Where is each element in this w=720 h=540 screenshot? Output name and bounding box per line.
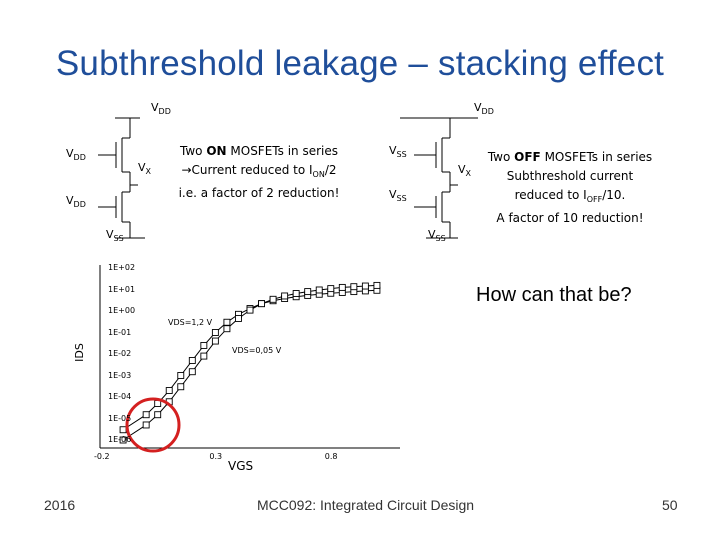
y-axis-label: IDS xyxy=(72,343,86,362)
left-gate1-label: $V_{DD}$ xyxy=(66,147,86,162)
data-point-marker xyxy=(224,326,230,332)
footer-year: 2016 xyxy=(44,497,76,513)
left-note-line3: i.e. a factor of 2 reduction! xyxy=(178,186,340,200)
left-circuit xyxy=(98,118,145,238)
data-point-marker xyxy=(166,388,172,394)
annotation-vds-low: VDS=0,05 V xyxy=(232,346,282,355)
question-text: How can that be? xyxy=(476,284,632,306)
data-point-marker xyxy=(143,422,149,428)
data-point-marker xyxy=(270,296,276,302)
x-tick-label: 0.3 xyxy=(209,452,223,461)
data-point-marker xyxy=(201,342,207,348)
data-point-marker xyxy=(362,283,368,289)
data-point-marker xyxy=(374,282,380,288)
data-point-marker xyxy=(224,319,230,325)
left-note-line2: →Current reduced to $I_{ON}/2$ xyxy=(181,163,337,179)
data-point-marker xyxy=(282,293,288,299)
y-tick-label: 1E-01 xyxy=(108,327,132,337)
left-circuit-note xyxy=(154,142,364,203)
left-top-supply-label: $V_{DD}$ xyxy=(151,101,171,116)
data-point-marker xyxy=(201,353,207,359)
right-gate1-label: $V_{SS}$ xyxy=(389,144,407,159)
data-point-marker xyxy=(178,384,184,390)
y-tick-label: 1E-03 xyxy=(108,370,132,380)
x-axis-label: VGS xyxy=(228,459,254,473)
left-node-x-label: $V_X$ xyxy=(138,161,152,176)
right-top-supply-label: $V_{DD}$ xyxy=(474,101,494,116)
y-tick-label: 1E+00 xyxy=(108,306,136,315)
data-point-marker xyxy=(120,427,126,433)
y-tick-label: 1E-05 xyxy=(108,413,132,423)
y-tick-label: 1E-06 xyxy=(108,435,132,444)
data-point-marker xyxy=(328,286,334,292)
y-tick-label: 1E+02 xyxy=(108,263,136,272)
data-point-marker xyxy=(178,373,184,379)
right-bottom-supply-label: $V_{SS}$ xyxy=(428,228,446,243)
left-gate2-label: $V_{DD}$ xyxy=(66,194,86,209)
y-tick-label: 1E+01 xyxy=(108,284,136,294)
right-circuit-note xyxy=(470,148,670,228)
data-point-marker xyxy=(155,412,161,418)
slide-title: Subthreshold leakage – stacking effect xyxy=(55,44,665,83)
data-point-marker xyxy=(316,287,322,293)
right-note-line1: Two OFF MOSFETs in series xyxy=(487,150,653,164)
right-circuit xyxy=(400,118,478,238)
right-note-line3: reduced to $I_{OFF}/10$. xyxy=(514,188,626,204)
footer-course: MCC092: Integrated Circuit Design xyxy=(257,497,475,513)
right-note-line2: Subthreshold current xyxy=(506,169,634,183)
left-note-line1: Two ON MOSFETs in series xyxy=(180,144,338,158)
y-tick-label: 1E-04 xyxy=(108,392,132,401)
data-point-marker xyxy=(189,357,195,363)
data-point-marker xyxy=(235,315,241,321)
x-tick-label: -0.2 xyxy=(94,452,110,461)
data-point-marker xyxy=(293,291,299,297)
right-note-line4: A factor of 10 reduction! xyxy=(496,211,644,225)
page-number: 50 xyxy=(662,497,678,513)
data-point-marker xyxy=(212,338,218,344)
data-point-marker xyxy=(339,284,345,290)
data-point-marker xyxy=(189,369,195,375)
data-point-marker xyxy=(305,289,311,295)
data-point-marker xyxy=(247,307,253,313)
data-point-marker xyxy=(351,284,357,290)
annotation-vds-high: VDS=1,2 V xyxy=(168,318,213,327)
chart-plot-area xyxy=(120,282,380,443)
highlight-circle xyxy=(127,399,179,451)
data-point-marker xyxy=(259,301,265,307)
data-point-marker xyxy=(143,412,149,418)
right-node-x-label: $V_X$ xyxy=(458,163,472,178)
data-point-marker xyxy=(212,330,218,336)
x-tick-label: 0.8 xyxy=(324,452,338,461)
left-bottom-supply-label: $V_{SS}$ xyxy=(106,228,124,243)
right-gate2-label: $V_{SS}$ xyxy=(389,188,407,203)
y-tick-label: 1E-02 xyxy=(108,349,132,358)
